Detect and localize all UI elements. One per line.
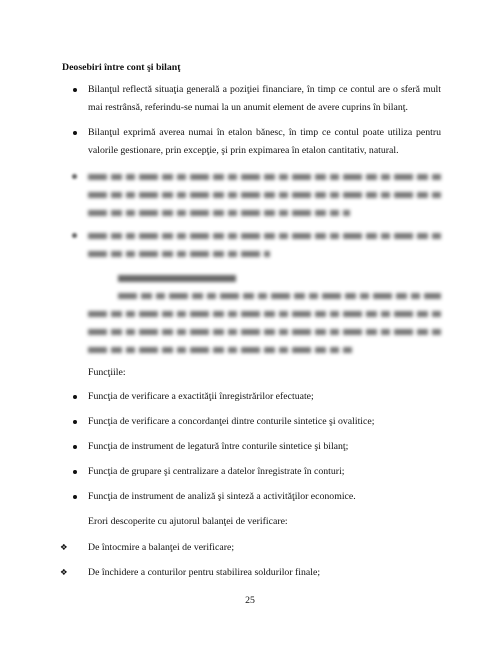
function-item: Funcţia de instrument de analiză şi sinteză a activităţilor economice. (88, 491, 356, 502)
blurred-text-line (88, 210, 350, 216)
blurred-text-line (88, 329, 441, 335)
blurred-text-line (88, 233, 441, 239)
blurred-text-line (88, 251, 270, 257)
function-item: Funcţia de verificare a concordanţei dintre conturile sintetice şi ovalitice; (88, 416, 375, 427)
bullet-dot (73, 420, 77, 424)
errors-intro: Erori descoperite cu ajutorul balanţei de verificare: (88, 516, 288, 527)
bullet-paragraph: Bilanţul exprimă averea numai în etalon bănesc, în timp ce contul poate utiliza pentru valorile gestionare, prin excepţie, şi prin expimarea în etalon cantitativ, natural. (88, 127, 441, 156)
bullet-dot (73, 470, 77, 474)
bullet-dot (73, 395, 77, 399)
diamond-bullet-icon: ❖ (60, 543, 68, 553)
diamond-bullet-icon: ❖ (60, 568, 68, 578)
blurred-bullet-dot (72, 174, 77, 179)
bullet-dot (73, 88, 77, 92)
blurred-text-line (118, 293, 441, 299)
bullet-dot (73, 495, 77, 499)
blurred-text-line (88, 192, 441, 198)
page-number: 25 (245, 595, 255, 606)
bullet-dot (73, 445, 77, 449)
blurred-bullet-dot (72, 233, 77, 238)
functions-intro: Funcţiile: (88, 367, 126, 378)
blurred-text-line (88, 347, 352, 353)
section-heading: Deosebiri între cont şi bilanţ (62, 62, 181, 73)
bullet-paragraph: Bilanţul reflectă situaţia generală a poziţiei financiare, în timp ce contul are o sferă mult mai restrânsă, referindu-se numai la un anumit element de avere cuprins în bilanţ. (88, 84, 441, 113)
blurred-text-line (88, 311, 441, 317)
error-item: De închidere a conturilor pentru stabilirea soldurilor finale; (88, 567, 321, 578)
blurred-subsection-heading (118, 275, 236, 282)
function-item: Funcţia de grupare şi centralizare a datelor înregistrate în conturi; (88, 466, 345, 477)
error-item: De întocmire a balanţei de verificare; (88, 542, 235, 553)
blurred-text-line (88, 174, 441, 180)
bullet-dot (73, 131, 77, 135)
function-item: Funcţia de verificare a exactităţii înregistrărilor efectuate; (88, 391, 314, 402)
function-item: Funcţia de instrument de legatură între conturile sintetice şi bilanţ; (88, 441, 349, 452)
